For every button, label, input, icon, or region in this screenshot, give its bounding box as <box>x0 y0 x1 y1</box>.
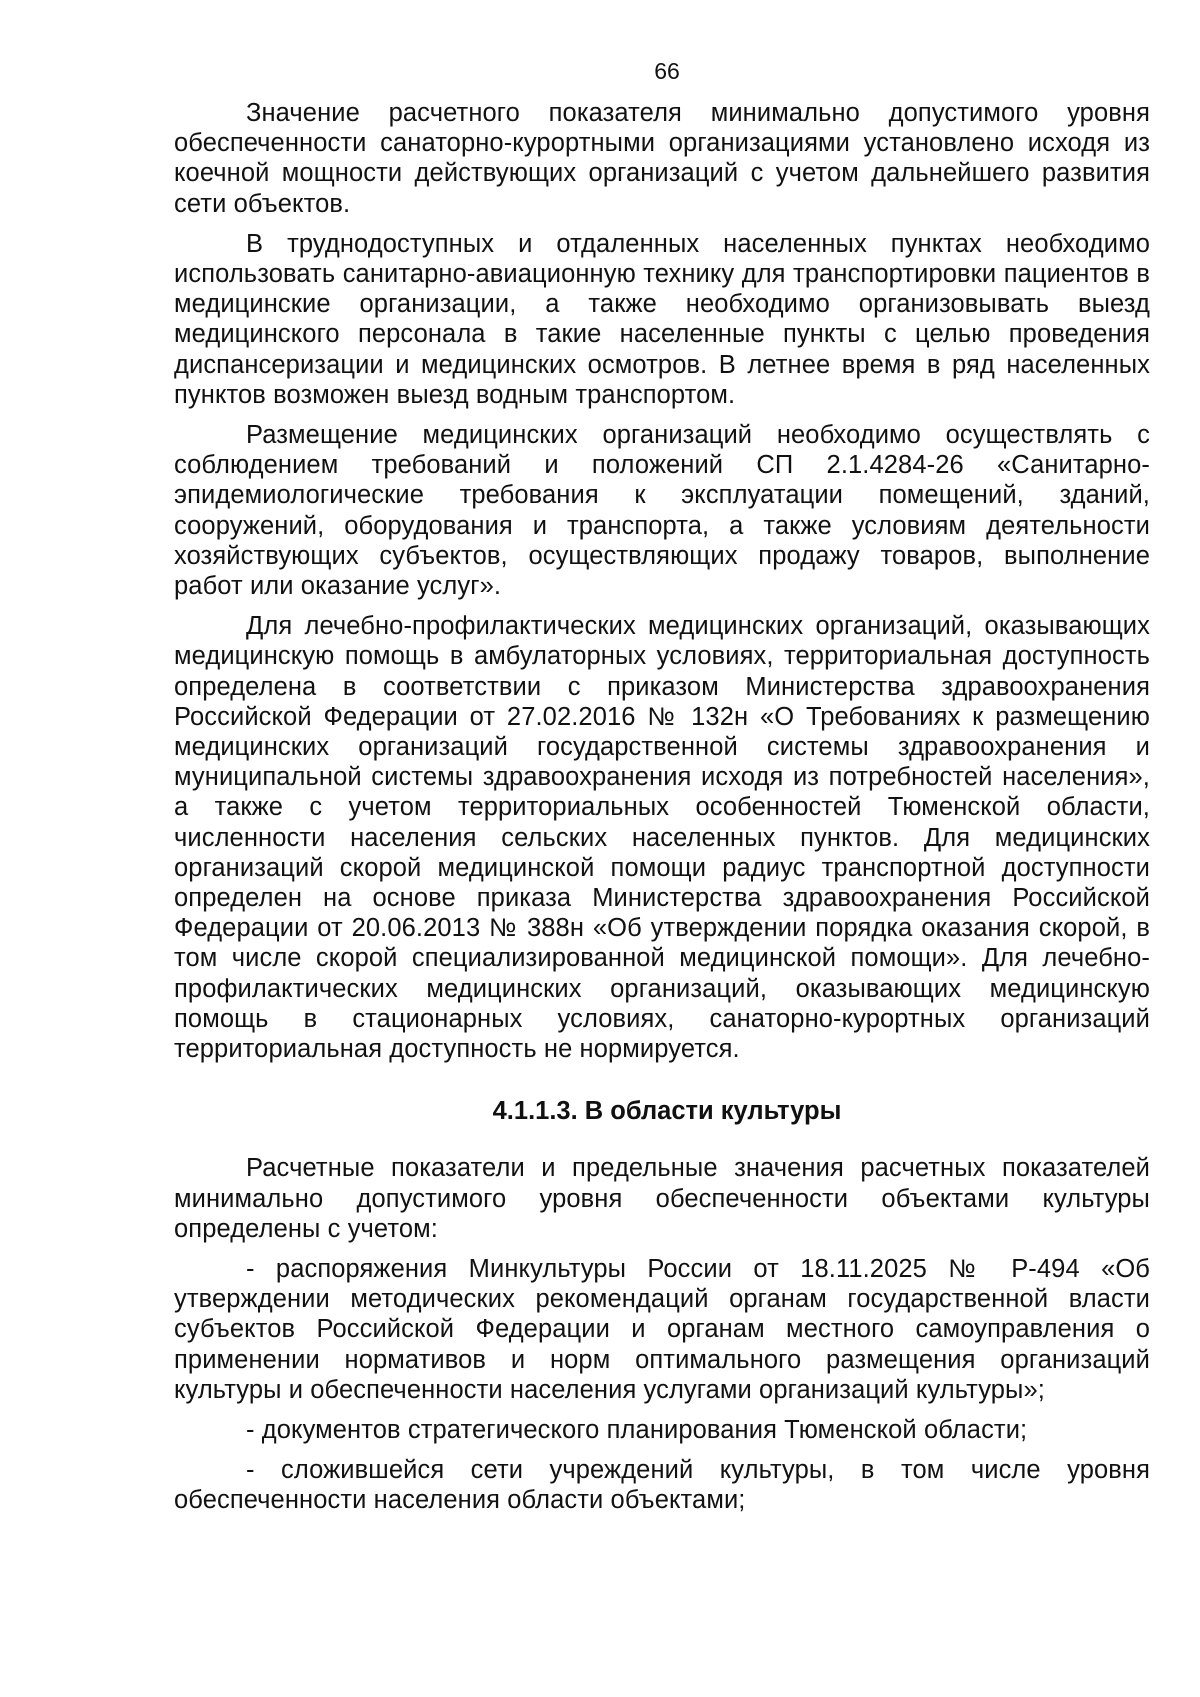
list-item-existing-network: - сложившейся сети учреждений культуры, в том числе уровня обеспеченности населения области объектами; <box>174 1456 1150 1515</box>
list-item-ministry-order: - распоряжения Минкультуры России от 18.11.2025 № Р-494 «Об утверждении методических рекомендаций органам государственной власти субъектов Российской Федерации и органам местного самоуправления о применении нормативов и норм оптимального размещения организаций культуры и обеспеченности населения услугами организаций культуры»; <box>174 1254 1150 1404</box>
paragraph-sanatorium-indicator: Значение расчетного показателя минимально допустимого уровня обеспеченности санаторно-курортными организациями установлено исходя из коечной мощности действующих организаций с учетом дальнейшего развития сети объектов. <box>174 99 1150 218</box>
paragraph-territorial-accessibility: Для лечебно-профилактических медицинских организаций, оказывающих медицинскую помощь в амбулаторных условиях, территориальная доступность определена в соответствии с приказом Министерства здравоохранения Российской Федерации от 27.02.2016 № 132н «О Требованиях к размещению медицинских организаций государственной системы здравоохранения и муниципальной системы здравоохранения исходя из потребностей населения», а также с учетом территориальных особенностей Тюменской области, численности населения сельских населенных пунктов. Для медицинских организаций скорой медицинской помощи радиус транспортной доступности определен на основе приказа Министерства здравоохранения Российской Федерации от 20.06.2013 № 388н «Об утверждении порядка оказания скорой, в том числе скорой специализированной медицинской помощи». Для лечебно-профилактических медицинских организаций, оказывающих медицинскую помощь в стационарных условиях, санаторно-курортных организаций территориальная доступность не нормируется. <box>174 612 1150 1064</box>
paragraph-remote-settlements: В труднодоступных и отдаленных населенных пунктах необходимо использовать санитарно-авиационную технику для транспортировки пациентов в медицинские организации, а также необходимо организовывать выезд медицинского персонала в такие населенные пункты с целью проведения диспансеризации и медицинских осмотров. В летнее время в ряд населенных пунктов возможен выезд водным транспортом. <box>174 229 1150 409</box>
paragraph-placement-requirements: Размещение медицинских организаций необходимо осуществлять с соблюдением требований и положений СП 2.1.4284-26 «Санитарно-эпидемиологические требования к эксплуатации помещений, зданий, сооружений, оборудования и транспорта, а также условиям деятельности хозяйствующих субъектов, осуществляющих продажу товаров, выполнение работ или оказание услуг». <box>174 421 1150 601</box>
page-number: 66 <box>654 58 680 84</box>
document-page <box>174 0 1150 1526</box>
paragraph-culture-indicators: Расчетные показатели и предельные значения расчетных показателей минимально допустимого уровня обеспеченности объектами культуры определены с учетом: <box>174 1154 1150 1243</box>
section-heading-culture: 4.1.1.3. В области культуры <box>492 1097 842 1126</box>
list-item-strategic-planning: - документов стратегического планирования Тюменской области; <box>246 1415 1028 1444</box>
